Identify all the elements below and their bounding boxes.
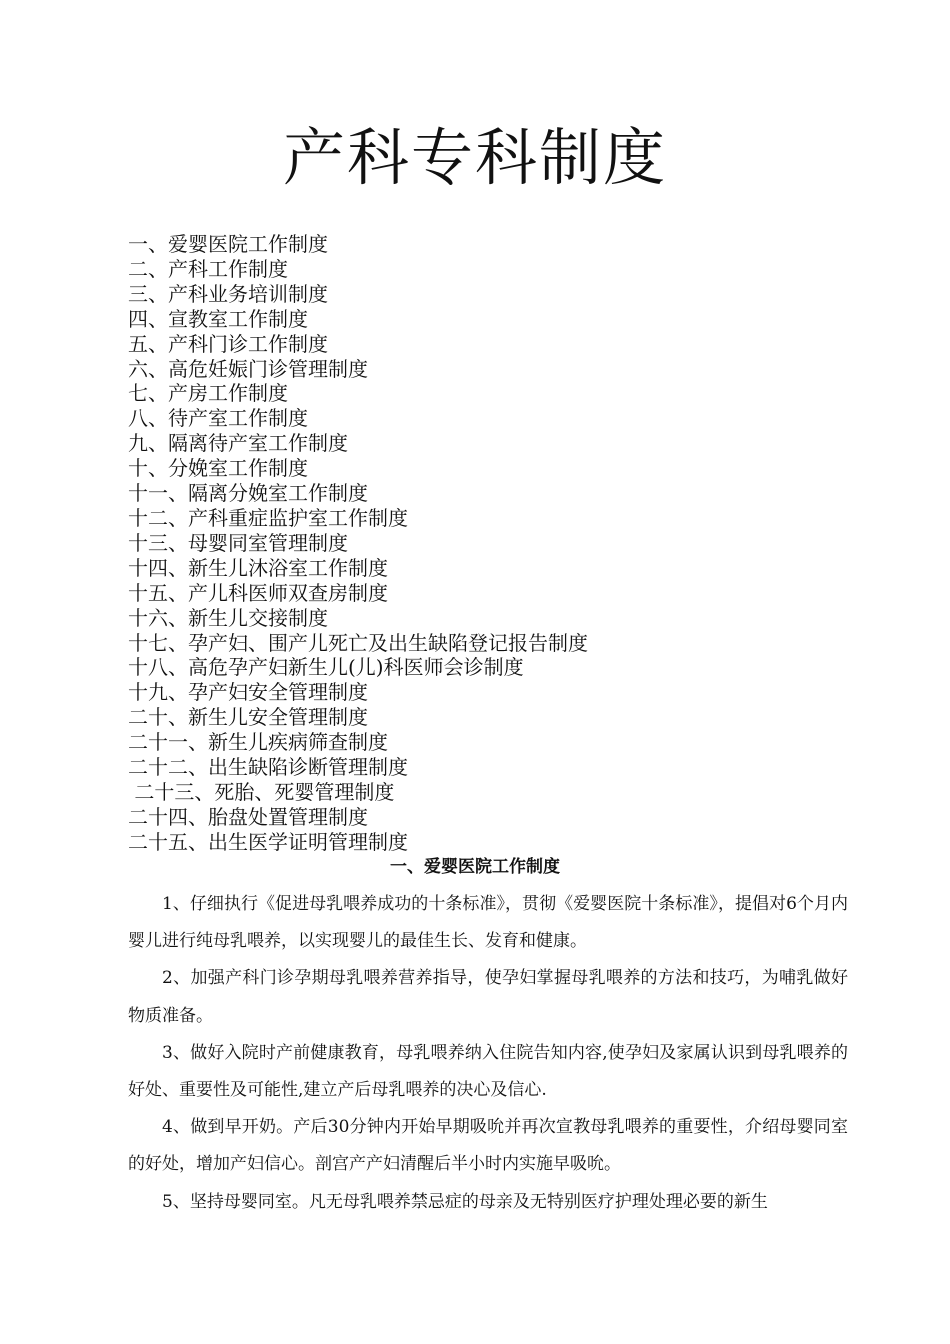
toc-item: 十三、母婴同室管理制度 bbox=[128, 530, 348, 555]
body-paragraph: 1、仔细执行《促进母乳喂养成功的十条标准》，贯彻《爱婴医院十条标准》，提倡对6个月内婴儿进行纯母乳喂养，以实现婴儿的最佳生长、发育和健康。 bbox=[128, 894, 848, 952]
toc-item: 七、产房工作制度 bbox=[128, 381, 288, 406]
toc-item: 九、隔离待产室工作制度 bbox=[128, 431, 348, 456]
toc-item: 二十一、新生儿疾病筛查制度 bbox=[128, 730, 388, 755]
toc-item: 十八、高危孕产妇新生儿(儿)科医师会诊制度 bbox=[128, 655, 524, 680]
body-paragraph: 4、做到早开奶。产后30分钟内开始早期吸吮并再次宣教母乳喂养的重要性，介绍母婴同室的好处，增加产妇信心。剖宫产产妇清醒后半小时内实施早吸吮。 bbox=[128, 1117, 848, 1175]
toc-item: 二、产科工作制度 bbox=[128, 256, 288, 281]
section-heading: 一、爱婴医院工作制度 bbox=[390, 857, 560, 877]
toc-item: 一、爱婴医院工作制度 bbox=[128, 232, 328, 256]
toc-item: 八、待产室工作制度 bbox=[128, 406, 308, 431]
toc-item: 十四、新生儿沐浴室工作制度 bbox=[128, 555, 388, 580]
toc-item: 三、产科业务培训制度 bbox=[128, 281, 328, 306]
section-body bbox=[128, 886, 848, 1221]
toc-item: 十五、产儿科医师双查房制度 bbox=[128, 580, 388, 605]
toc-item: 十一、隔离分娩室工作制度 bbox=[128, 481, 368, 506]
toc-item: 十、分娩室工作制度 bbox=[128, 456, 308, 481]
toc-item: 五、产科门诊工作制度 bbox=[128, 331, 328, 356]
toc-item: 十七、孕产妇、围产儿死亡及出生缺陷登记报告制度 bbox=[128, 630, 588, 655]
toc-item: 二十五、出生医学证明管理制度 bbox=[128, 829, 408, 854]
toc-item: 二十四、胎盘处置管理制度 bbox=[128, 804, 368, 829]
toc-item: 二十、新生儿安全管理制度 bbox=[128, 705, 368, 730]
toc-item: 十九、孕产妇安全管理制度 bbox=[128, 680, 368, 705]
toc-item: 十二、产科重症监护室工作制度 bbox=[128, 505, 408, 530]
document-title: 产科专科制度 bbox=[282, 121, 667, 194]
table-of-contents bbox=[128, 232, 848, 855]
body-paragraph: 2、加强产科门诊孕期母乳喂养营养指导，使孕妇掌握母乳喂养的方法和技巧，为哺乳做好物质准备。 bbox=[128, 968, 848, 1026]
toc-item: 二十二、出生缺陷诊断管理制度 bbox=[128, 755, 408, 780]
toc-item: 六、高危妊娠门诊管理制度 bbox=[128, 356, 368, 381]
toc-item: 十六、新生儿交接制度 bbox=[128, 605, 328, 630]
toc-item: 二十三、死胎、死婴管理制度 bbox=[128, 779, 395, 804]
body-paragraph: 5、坚持母婴同室。凡无母乳喂养禁忌症的母亲及无特别医疗护理处理必要的新生 bbox=[162, 1191, 768, 1212]
body-paragraph: 3、做好入院时产前健康教育，母乳喂养纳入住院告知内容,使孕妇及家属认识到母乳喂养的好处、重要性及可能性,建立产后母乳喂养的决心及信心. bbox=[128, 1042, 848, 1101]
toc-item: 四、宣教室工作制度 bbox=[128, 306, 308, 331]
